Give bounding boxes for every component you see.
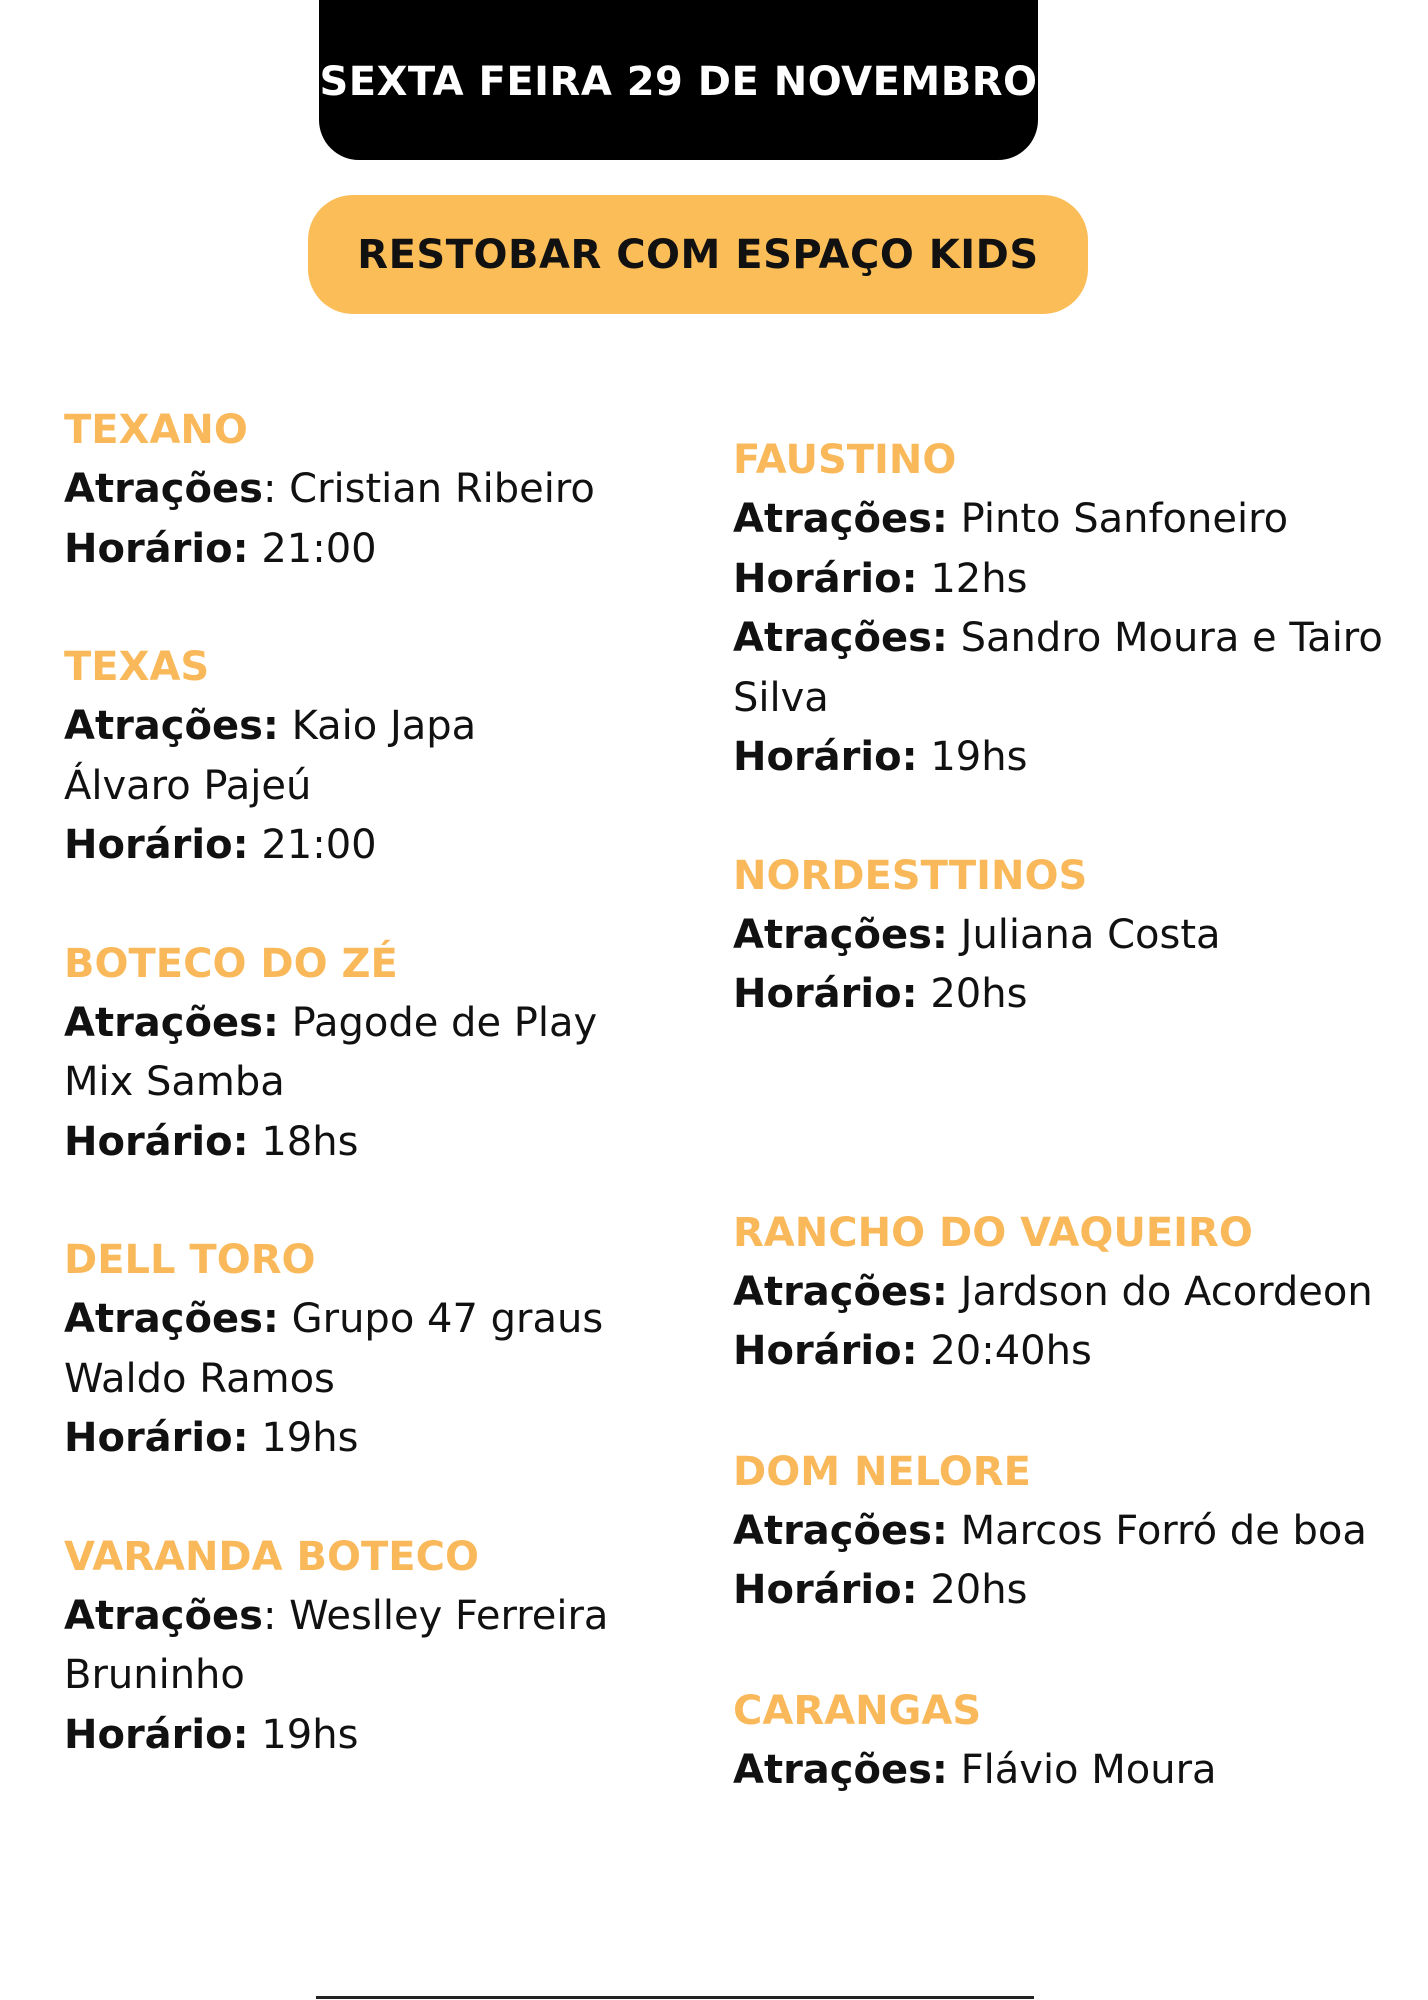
time-line	[733, 1322, 1423, 1382]
venue-rancho-do-vaqueiro	[733, 1203, 1423, 1382]
attractions-label: Atrações:	[64, 703, 279, 749]
time-line	[733, 965, 1423, 1025]
attractions-label: Atrações:	[64, 1296, 279, 1342]
time-value: 20hs	[930, 971, 1028, 1017]
time-label: Horário:	[733, 971, 918, 1017]
time-value: 19hs	[261, 1415, 359, 1461]
attractions-continued: Waldo Ramos	[64, 1355, 335, 1402]
venue-name: BOTECO DO ZÉ	[64, 940, 398, 987]
time-label: Horário:	[733, 1328, 918, 1374]
attractions-line	[733, 1502, 1423, 1562]
venue-texano	[64, 400, 704, 579]
time-label: Horário:	[733, 1567, 918, 1613]
attractions-value: Juliana Costa	[960, 911, 1221, 958]
attractions-label: Atrações:	[733, 496, 948, 542]
time-value: 19hs	[261, 1711, 359, 1758]
time-line	[64, 1409, 704, 1469]
venue-name: RANCHO DO VAQUEIRO	[733, 1209, 1253, 1256]
attractions-value: Pagode de Play	[291, 999, 598, 1046]
attractions-value: Sandro Moura e Tairo	[960, 615, 1383, 661]
attractions-line: Atrações: Cristian Ribeiro	[64, 466, 595, 512]
attractions-value: Flávio Moura	[960, 1746, 1217, 1793]
attractions-value: Cristian Ribeiro	[289, 466, 595, 512]
time-label: Horário:	[733, 555, 918, 602]
attractions-label: Atrações	[64, 1592, 263, 1639]
venue-name: CARANGAS	[733, 1687, 982, 1734]
venue-dell-toro	[64, 1230, 704, 1469]
attractions-continued: Mix Samba	[64, 1059, 285, 1105]
time-label: Horário:	[64, 525, 249, 572]
time-label: Horário:	[64, 822, 249, 868]
venue-faustino	[733, 430, 1423, 788]
time-line	[64, 520, 704, 580]
attractions-value: Kaio Japa	[291, 703, 477, 749]
venue-name: TEXANO	[64, 407, 248, 453]
attractions-label: Atrações	[64, 466, 263, 512]
bottom-divider	[316, 1996, 1034, 1999]
time-value: 20hs	[930, 1567, 1028, 1613]
attractions-label: Atrações:	[733, 615, 948, 661]
time-line	[64, 1113, 704, 1173]
attractions-label: Atrações:	[733, 911, 948, 958]
venue-name: DOM NELORE	[733, 1448, 1031, 1495]
attractions-line	[64, 1290, 704, 1350]
right-column	[733, 430, 1423, 1800]
time-value: 21:00	[261, 525, 377, 572]
venue-dom-nelore	[733, 1442, 1423, 1621]
time-label: Horário:	[733, 734, 918, 780]
time-line	[733, 550, 1423, 610]
attractions-value: Weslley Ferreira	[289, 1592, 609, 1639]
venue-texas	[64, 637, 704, 876]
date-banner	[319, 0, 1038, 160]
attractions-continued: Silva	[733, 674, 829, 721]
attractions-continued: Álvaro Pajeú	[64, 762, 312, 809]
time-label: Horário:	[64, 1118, 249, 1165]
time-value: 12hs	[930, 555, 1028, 602]
venue-name: NORDESTTINOS	[733, 852, 1088, 899]
attractions-line	[733, 906, 1423, 966]
date-title: SEXTA FEIRA 29 DE NOVEMBRO	[319, 59, 1038, 105]
attractions-value: Marcos Forró de boa	[960, 1507, 1367, 1554]
attractions-line	[64, 994, 704, 1054]
venue-name: TEXAS	[64, 644, 210, 690]
attractions-value: Pinto Sanfoneiro	[960, 496, 1289, 542]
attractions-label: Atrações:	[733, 1746, 948, 1793]
time-value: 21:00	[261, 822, 377, 868]
attractions-value: Grupo 47 graus	[291, 1296, 604, 1342]
attractions-label: Atrações:	[733, 1507, 948, 1554]
attractions-line	[733, 1741, 1423, 1801]
time-value: 18hs	[261, 1118, 359, 1165]
attractions-label: Atrações:	[64, 999, 279, 1046]
subtitle-text: RESTOBAR COM ESPAÇO KIDS	[357, 231, 1039, 278]
attractions-line	[64, 697, 704, 757]
time-line	[64, 1706, 704, 1766]
subtitle-pill	[308, 195, 1088, 314]
time-line	[733, 1561, 1423, 1621]
attractions-value: Jardson do Acordeon	[960, 1268, 1373, 1315]
attractions-line	[733, 1263, 1423, 1323]
time-label: Horário:	[64, 1711, 249, 1758]
venue-carangas	[733, 1681, 1423, 1801]
attractions-line	[733, 609, 1423, 669]
time-line	[64, 816, 704, 876]
attractions-line: Atrações: Weslley Ferreira	[64, 1592, 609, 1639]
venue-varanda-boteco	[64, 1527, 704, 1766]
time-line	[733, 728, 1423, 788]
venue-nordesttinos	[733, 846, 1423, 1025]
venue-name: VARANDA BOTECO	[64, 1533, 479, 1580]
attractions-line	[733, 490, 1423, 550]
left-column	[64, 400, 704, 1765]
venue-name: DELL TORO	[64, 1237, 316, 1283]
time-value: 20:40hs	[930, 1328, 1092, 1374]
attractions-label: Atrações:	[733, 1268, 948, 1315]
time-value: 19hs	[930, 734, 1028, 780]
venue-name: FAUSTINO	[733, 437, 957, 483]
time-label: Horário:	[64, 1415, 249, 1461]
venue-boteco-do-ze	[64, 934, 704, 1173]
attractions-continued: Bruninho	[64, 1652, 245, 1698]
